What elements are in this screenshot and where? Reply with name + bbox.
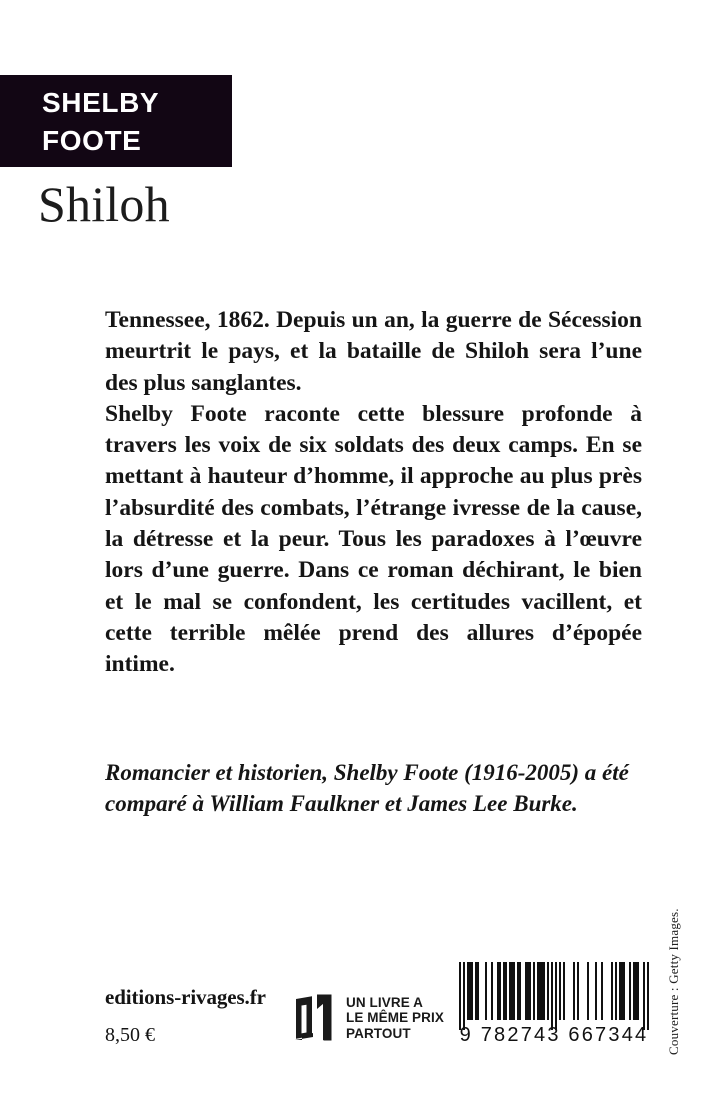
author-last-name: FOOTE: [42, 125, 142, 156]
open-book-icon: [293, 993, 339, 1043]
cover-photo-credit: [666, 655, 682, 1055]
barcode-digits: 9 782743 667344: [459, 1024, 649, 1046]
price-label: 8,50 €: [105, 1024, 155, 1046]
author-first-name: SHELBY: [42, 87, 160, 118]
fixed-price-line-2: LE MÊME PRIX: [346, 1010, 444, 1026]
back-cover-blurb: [105, 305, 642, 681]
blurb-paragraph-2: Shelby Foote raconte cette blessure profonde à travers les voix de six soldats des deux camps. En se mettant à hauteur d’homme, il approche au plus près l’absurdité des combats, l’étrange ivresse de la cause, la détresse et la peur. Tous les paradoxes à l’œuvre lors d’une guerre. Dans ce roman déchirant, le bien et le mal se confondent, les certitudes vacillent, et cette terrible mêlée prend des allures d’épopée intime.: [105, 400, 642, 678]
fixed-price-line-3: PARTOUT: [346, 1025, 411, 1041]
author-biography-note: Romancier et historien, Shelby Foote (1916-2005) a été comparé à William Faulkner et James Lee Burke.: [105, 760, 629, 816]
publisher-website[interactable]: editions-rivages.fr: [105, 985, 266, 1009]
book-title: Shiloh: [38, 176, 170, 232]
fixed-price-logo-text: [346, 995, 444, 1042]
cover-photo-credit-text: Couverture : Getty Images.: [666, 908, 681, 1055]
author-name-band: [0, 75, 232, 167]
fixed-price-logo: [293, 988, 463, 1048]
isbn-barcode: [459, 962, 649, 1054]
fixed-price-line-1: UN LIVRE A: [346, 994, 424, 1010]
blurb-paragraph-1: Tennessee, 1862. Depuis un an, la guerre de Sécession meurtrit le pays, et la bataille de Shiloh sera l’une des plus sanglantes.: [105, 307, 642, 396]
barcode-bars: [459, 962, 649, 1030]
